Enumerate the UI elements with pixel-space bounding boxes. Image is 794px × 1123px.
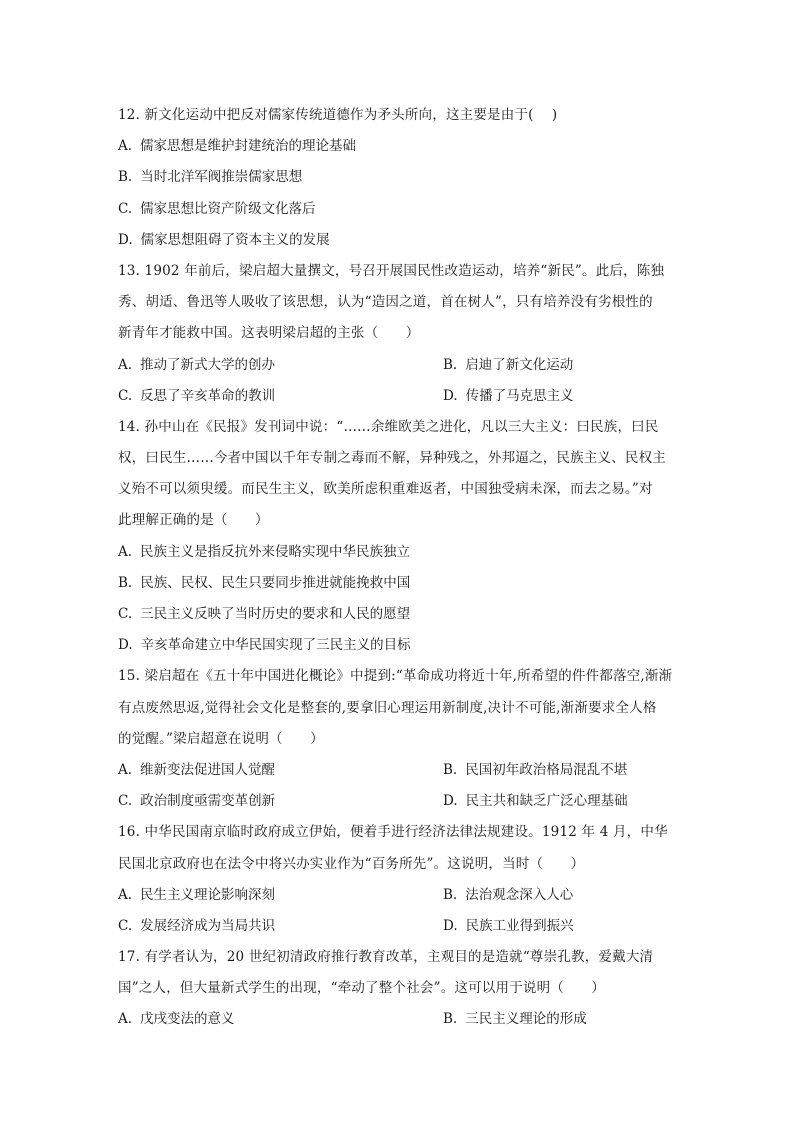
- option-letter: A.: [118, 543, 133, 560]
- option-letter: A.: [118, 761, 133, 778]
- option-text: 推动了新式大学的创办: [140, 356, 276, 373]
- option-text: 民生主义理论影响深刻: [140, 886, 276, 903]
- option-text: 戊戌变法的意义: [140, 1011, 235, 1028]
- option-d: [443, 381, 683, 412]
- stem-line: 权，曰民生……今者中国以千年专制之毒而不解，异种残之，外邦逼之，民族主义、民权主: [118, 450, 666, 467]
- option-b: [443, 880, 683, 911]
- option-letter: A.: [118, 886, 133, 903]
- question-stem: [118, 412, 684, 537]
- option-d: [118, 225, 684, 256]
- option-c: [118, 194, 684, 225]
- stem-line: 13. 1902 年前后，梁启超大量撰文，号召开展国民性改造运动，培养“新民”。此后，陈独: [118, 262, 665, 279]
- option-letter: B.: [443, 761, 458, 778]
- stem-line: 民国北京政府也在法令中将兴办实业作为“百务所先”。这说明，当时（ ）: [118, 855, 585, 872]
- stem-line: 17. 有学者认为，20 世纪初清政府推行教育改革，主观目的是造就“尊崇孔教，爱戴大清: [118, 949, 654, 966]
- question-stem: [118, 661, 684, 755]
- option-letter: A.: [118, 356, 133, 373]
- question-12: [118, 100, 684, 256]
- stem-line: 12. 新文化运动中把反对儒家传统道德作为矛头所向，这主要是由于( ): [118, 107, 558, 123]
- option-letter: C.: [118, 917, 133, 934]
- option-letter: C.: [118, 200, 133, 217]
- question-15: [118, 661, 684, 817]
- option-text: 三民主义理论的形成: [465, 1011, 587, 1028]
- option-c: [118, 381, 443, 412]
- option-letter: D.: [443, 917, 458, 934]
- option-a: [118, 880, 443, 911]
- option-row: [118, 786, 684, 817]
- option-letter: D.: [443, 387, 458, 404]
- question-stem: [118, 942, 684, 1004]
- stem-line: 的觉醒。”梁启超意在说明（ ）: [118, 730, 324, 747]
- option-letter: B.: [443, 356, 458, 373]
- option-b: [443, 755, 683, 786]
- option-c: [118, 786, 443, 817]
- stem-line: 有点废然思返,觉得社会文化是整套的,要拿旧心理运用新制度,决计不可能,渐渐要求全人格: [118, 699, 657, 716]
- option-text: 民族主义是指反抗外来侵略实现中华民族独立: [140, 543, 411, 560]
- option-c: [118, 911, 443, 942]
- question-stem: [118, 256, 684, 350]
- option-letter: C.: [118, 606, 133, 622]
- option-letter: A.: [118, 1011, 133, 1028]
- option-row: [118, 350, 684, 381]
- option-d: [118, 630, 684, 661]
- option-b: [118, 568, 684, 599]
- option-text: 民国初年政治格局混乱不堪: [465, 761, 628, 778]
- option-letter: D.: [118, 637, 133, 654]
- option-a: [118, 755, 443, 786]
- option-text: 传播了马克思主义: [465, 387, 574, 404]
- stem-line: 15. 梁启超在《五十年中国进化概论》中提到:“革命成功将近十年,所希望的件件都落空,渐渐: [118, 668, 673, 685]
- option-letter: B.: [118, 574, 133, 591]
- option-text: 民主共和缺乏广泛心理基础: [465, 793, 628, 810]
- option-letter: B.: [118, 169, 133, 186]
- option-text: 儒家思想阻碍了资本主义的发展: [140, 231, 330, 248]
- stem-line: 新青年才能救中国。这表明梁启超的主张（ ）: [118, 325, 420, 342]
- question-17: [118, 942, 684, 1036]
- option-b: [443, 350, 683, 381]
- option-d: [443, 911, 683, 942]
- stem-line: 义殆不可以须臾缓。而民生主义，欧美所虑积重难返者，中国独受病未深，而去之易。”对: [118, 481, 653, 498]
- option-d: [443, 786, 683, 817]
- stem-line: 此理解正确的是（ ）: [118, 512, 269, 529]
- option-letter: A.: [118, 138, 133, 155]
- option-text: 法治观念深入人心: [465, 886, 574, 903]
- option-letter: C.: [118, 387, 133, 404]
- question-stem: [118, 100, 684, 131]
- option-row: [118, 1004, 684, 1035]
- option-letter: D.: [443, 793, 458, 810]
- stem-line: 16. 中华民国南京临时政府成立伊始，便着手进行经济法律法规建设。1912 年 4 月，中华: [118, 824, 668, 841]
- stem-line: 秀、胡适、鲁迅等人吸收了该思想，认为“造因之道，首在树人”，只有培养没有劣根性的: [118, 294, 653, 311]
- stem-line: 国”之人，但大量新式学生的出现，“牵动了整个社会”。这可以用于说明（ ）: [118, 980, 606, 997]
- option-text: 儒家思想是维护封建统治的理论基础: [140, 138, 357, 155]
- option-text: 维新变法促进国人觉醒: [140, 761, 276, 778]
- option-text: 当时北洋军阀推崇儒家思想: [140, 169, 303, 186]
- option-text: 发展经济成为当局共识: [140, 917, 276, 934]
- option-text: 民族工业得到振兴: [465, 917, 574, 934]
- option-text: 辛亥革命建立中华民国实现了三民主义的目标: [140, 637, 411, 654]
- option-letter: B.: [443, 886, 458, 903]
- option-a: [118, 131, 684, 162]
- option-row: [118, 755, 684, 786]
- option-b: [118, 162, 684, 193]
- option-text: 启迪了新文化运动: [465, 356, 574, 373]
- option-c: [118, 599, 684, 630]
- option-letter: C.: [118, 793, 133, 810]
- option-a: [118, 537, 684, 568]
- option-row: [118, 381, 684, 412]
- option-text: 民族、民权、民生只要同步推进就能挽救中国: [140, 574, 411, 591]
- option-row: [118, 880, 684, 911]
- question-13: [118, 256, 684, 412]
- question-stem: [118, 817, 684, 879]
- option-a: [118, 350, 443, 381]
- option-text: 政治制度亟需变革创新: [140, 793, 276, 810]
- option-text: 儒家思想比资产阶级文化落后: [140, 200, 316, 217]
- option-text: 反思了辛亥革命的教训: [140, 387, 276, 404]
- option-a: [118, 1004, 443, 1035]
- question-16: [118, 817, 684, 942]
- option-letter: D.: [118, 231, 133, 248]
- option-text: 三民主义反映了当时历史的要求和人民的愿望: [140, 606, 411, 622]
- option-b: [443, 1004, 683, 1035]
- option-row: [118, 911, 684, 942]
- stem-line: 14. 孙中山在《民报》发刊词中说：“……余维欧美之进化，凡以三大主义：曰民族，曰民: [118, 418, 659, 435]
- question-14: [118, 412, 684, 662]
- option-letter: B.: [443, 1011, 458, 1028]
